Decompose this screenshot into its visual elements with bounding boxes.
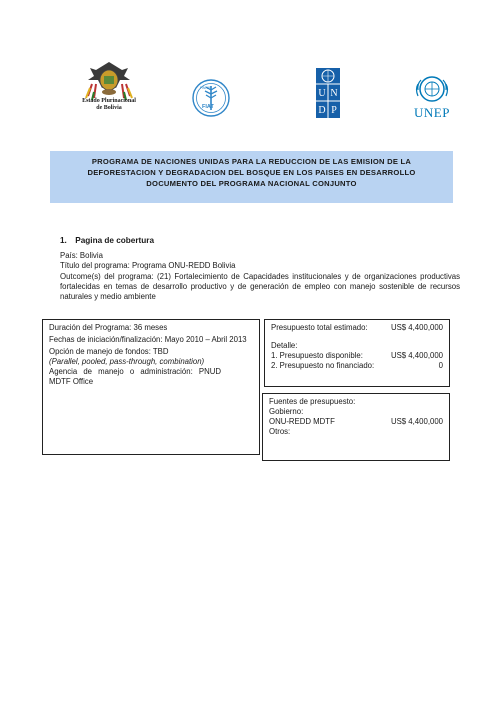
government-line: Gobierno: [269,407,304,416]
bolivia-caption-line1: Estado Plurinacional [82,98,136,104]
fao-logo [191,78,231,118]
unfunded-budget-row [271,361,443,371]
section-heading [60,236,154,245]
available-budget-value: US$ 4,400,000 [390,351,443,360]
undp-letter-3: D [318,105,326,116]
budget-sources-box [262,393,450,461]
svg-text:FIAT: FIAT [202,104,214,110]
unfunded-budget-value: 0 [438,361,443,370]
section-title: Pagina de cobertura [75,236,154,245]
fund-option-values: (Parallel, pooled, pass-through, combination) [49,357,205,366]
unredd-label: ONU-REDD MDTF [269,417,335,426]
unredd-row [269,417,443,427]
outcomes-paragraph: Outcome(s) del programa: (21) Fortalecimiento de Capacidades institucionales y de organizaciones productivas fortalecidas en temas de desarrollo productivo y de generación de empleo con manejo sostenible de recursos naturales y medio ambiente [60,272,460,301]
bolivia-caption-line2: de Bolivia [96,105,122,111]
detail-label: Detalle: [271,341,298,350]
unep-wordmark: UNEP [414,105,450,120]
title-line-3: DOCUMENTO DEL PROGRAMA NACIONAL CONJUNTO [146,179,357,188]
title-line-1: PROGRAMA DE NACIONES UNIDAS PARA LA REDUCCION DE LAS EMISION DE LA [91,157,412,166]
program-title-line: Título del programa: Programa ONU-REDD Bolivia [60,261,236,270]
undp-letter-1: U [318,88,326,99]
total-budget-row [271,323,443,333]
undp-letter-2: N [330,88,338,99]
total-budget-label: Presupuesto total estimado: [271,323,368,332]
undp-logo [316,68,340,118]
duration-line: Duración del Programa: 36 meses [49,323,168,332]
agency-line: Agencia de manejo o administración: PNUD MDTF Office [49,367,221,386]
others-line: Otros: [269,427,291,436]
budget-box [264,319,450,387]
available-budget-label: 1. Presupuesto disponible: [271,351,363,360]
bolivia-coat-of-arms-logo [74,58,144,118]
dates-line: Fechas de iniciación/finalización: Mayo 2010 – Abril 2013 [49,335,247,344]
total-budget-value: US$ 4,400,000 [390,323,443,332]
program-details-box [42,319,260,455]
unep-logo [412,74,452,122]
unredd-value: US$ 4,400,000 [390,417,443,426]
undp-letter-4: P [331,105,337,116]
condor-emblem-icon [74,58,144,102]
un-emblem-icon [316,68,340,118]
country-line: País: Bolivia [60,251,103,260]
unep-globe-icon [412,74,452,106]
section-number: 1. [60,236,67,245]
document-title-banner [50,151,453,203]
fao-wheat-icon [191,78,231,118]
title-line-2: DEFORESTACION Y DEGRADACION DEL BOSQUE EN LOS PAISES EN DESARROLLO [87,168,416,177]
svg-text:PANIS: PANIS [200,85,212,90]
available-budget-row [271,351,443,361]
unfunded-budget-label: 2. Presupuesto no financiado: [271,361,375,370]
sources-title: Fuentes de presupuesto: [269,397,356,406]
fund-option-line: Opción de manejo de fondos: TBD [49,347,169,356]
